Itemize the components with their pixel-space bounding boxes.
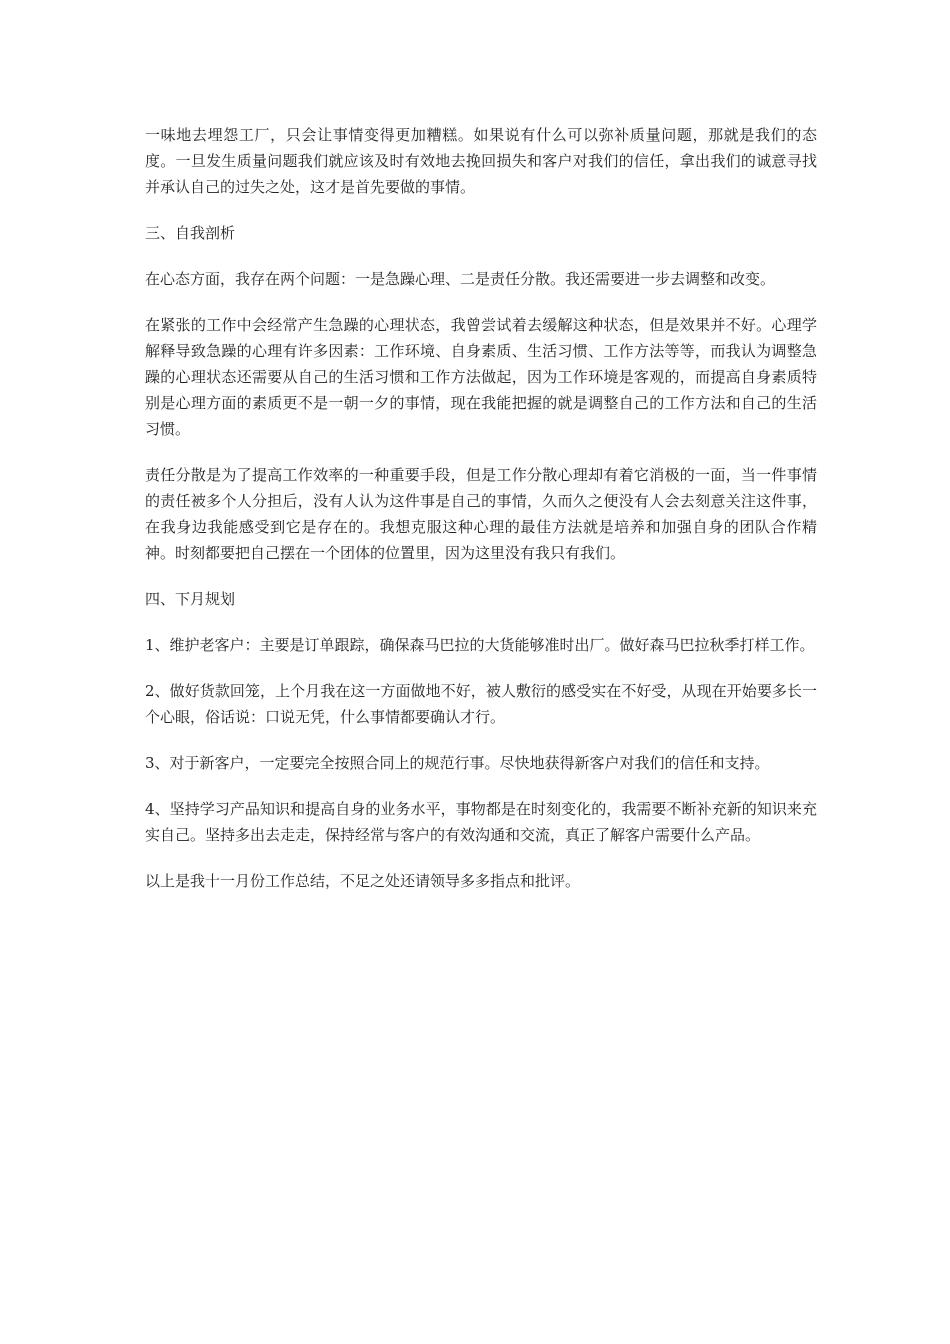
plan-item-2: 2、做好货款回笼，上个月我在这一方面做地不好，被人敷衍的感受实在不好受，从现在开始要多长一个心眼，俗话说：口说无凭，什么事情都要确认才行。 [145,682,817,726]
section-heading-next-month-plan: 四、下月规划 [145,590,236,608]
document-body [145,122,817,914]
plan-item-4: 4、坚持学习产品知识和提高自身的业务水平，事物都是在时刻变化的，我需要不断补充新的知识来充实自己。坚持多出去走走，保持经常与客户的有效沟通和交流，真正了解客户需要什么产品。 [145,800,817,844]
paragraph-impatience: 在紧张的工作中会经常产生急躁的心理状态，我曾尝试着去缓解这种状态，但是效果并不好。心理学解释导致急躁的心理有许多因素：工作环境、自身素质、生活习惯、工作方法等等，而我认为调整急躁的心理状态还需要从自己的生活习惯和工作方法做起，因为工作环境是客观的，而提高自身素质特别是心理方面的素质更不是一朝一夕的事情，现在我能把握的就是调整自己的工作方法和自己的生活习惯。 [145,316,817,438]
closing-paragraph: 以上是我十一月份工作总结，不足之处还请领导多多指点和批评。 [145,872,581,890]
paragraph-quality-attitude: 一味地去埋怨工厂，只会让事情变得更加糟糕。如果说有什么可以弥补质量问题，那就是我们的态度。一旦发生质量问题我们就应该及时有效地去挽回损失和客户对我们的信任，拿出我们的诚意寻找并承认自己的过失之处，这才是首先要做的事情。 [145,126,817,196]
plan-item-1: 1、维护老客户：主要是订单跟踪，确保森马巴拉的大货能够准时出厂。做好森马巴拉秋季打样工作。 [145,636,815,654]
plan-item-3: 3、对于新客户，一定要完全按照合同上的规范行事。尽快地获得新客户对我们的信任和支持。 [145,754,770,772]
paragraph-responsibility-diffusion: 责任分散是为了提高工作效率的一种重要手段，但是工作分散心理却有着它消极的一面，当一件事情的责任被多个人分担后，没有人认为这件事是自己的事情，久而久之便没有人会去刻意关注这件事，在我身边我能感受到它是存在的。我想克服这种心理的最佳方法就是培养和加强自身的团队合作精神。时刻都要把自己摆在一个团体的位置里，因为这里没有我只有我们。 [145,466,817,562]
paragraph-mindset-problems: 在心态方面，我存在两个问题：一是急躁心理、二是责任分散。我还需要进一步去调整和改变。 [145,270,776,288]
section-heading-self-analysis: 三、自我剖析 [145,224,236,242]
